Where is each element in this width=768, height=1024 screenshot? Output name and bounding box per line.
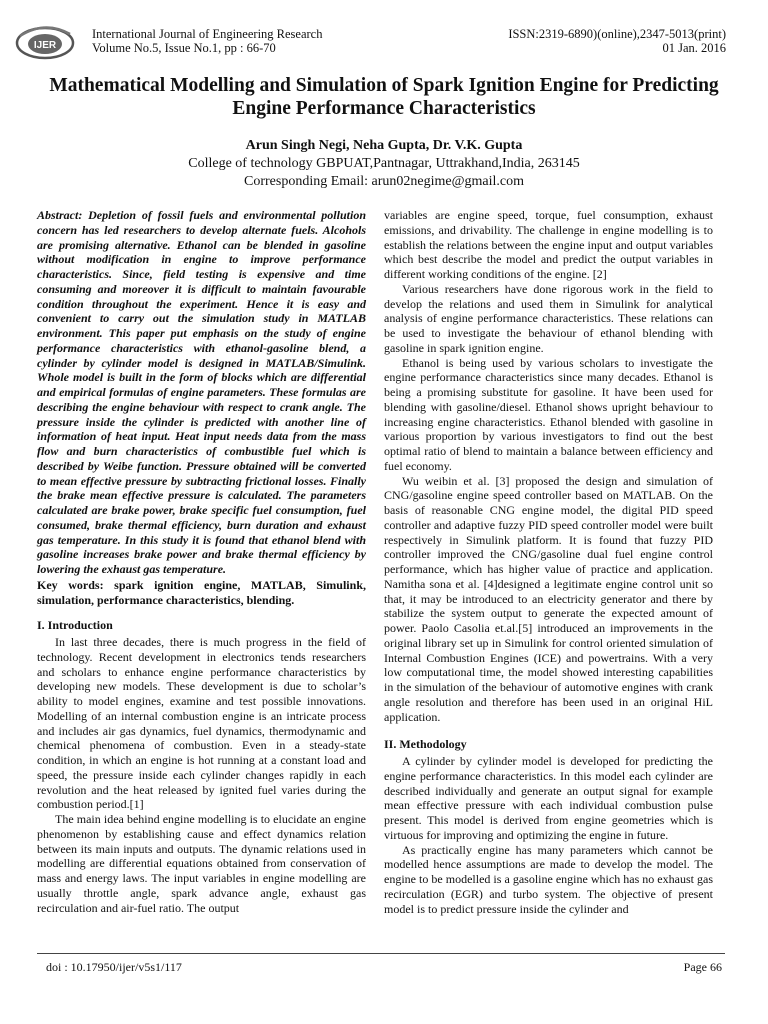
paragraph: Ethanol is being used by various scholars to investigate the engine performance characteristics since many decades. Ethanol is being a promising substitute for gasoline. It have been used for blending with gasoline/diesel. Ethanol shows upright behaviour to increasing engine characteristics. Ethanol blended with gasoline in various proportion by various investigators to find out the best optimal ratio of blend to maintain a balance between efficiency and fuel economy. <box>384 355 713 473</box>
issn: ISSN:2319-6890)(online),2347-5013(print) <box>508 27 726 41</box>
volume-issue: Volume No.5, Issue No.1, pp : 66-70 <box>92 41 276 55</box>
page-header <box>14 22 740 64</box>
paragraph: Wu weibin et al. [3] proposed the design and simulation of CNG/gasoline engine speed controller based on MATLAB. On the basis of reasonable CNG engine model, the digital PID speed controller and adaptive fuzzy PID speed controller model were built respectively in Simulink platform. It is found that fuzzy PID controller improved the CNG/gasoline dual fuel engine control performance, which has higher value of practice and application. Namitha sona et al. [4]designed a legitimate engine control unit so that, it may be introduced to an electricity generator and there by stabilize the system output to generate the expected amount of power. Paolo Casolia et.al.[5] introduced an improvements in the original library set up in Simulink for control oriented simulation of Internal Combustion Engines (ICE) and powertrains. With a very low computational time, the model showed interesting capabilities in the simulation of the behaviour of automotive engines with crank angle resolution and therefore has been used in an original HiL application. <box>384 473 713 724</box>
corresponding-email: Corresponding Email: arun02negime@gmail.com <box>244 174 524 189</box>
left-column <box>37 208 366 915</box>
issue-date: 01 Jan. 2016 <box>662 41 726 55</box>
paragraph: variables are engine speed, torque, fuel consumption, exhaust emissions, and drivability. The challenge in engine modelling is to establish the relations between the engine input and output variables which best describe the model and predict the output variables in different working conditions of the engine. [2] <box>384 208 713 281</box>
abstract-text: Abstract: Depletion of fossil fuels and environmental pollution concern has led researchers to develop alternate fuels. Alcohols are promising alternative. Ethanol can be blended in gasoline without modification in engine to improve performance characteristics. Since, field testing is expensive and time consuming and moreover it is difficult to maintain favourable condition throughout the experiment. Hence it is easy and convenient to carry out the simulation study in MATLAB environment. This paper put emphasis on the study of engine performance characteristics with ethanol-gasoline blend, a cylinder by cylinder model is designed in MATLAB/Simulink. Whole model is built in the form of blocks which are differential and empirical formulas of engine parameters. These formulas are describing the engine behaviour with respect to crank angle. The pressure inside the cylinder is predicted with another line of information of heat input. Heat input needs data from the mass flow and burn characteristics of combustible fuel which is described by Weibe function. Pressure obtained will be converted to mean effective pressure by subtracting frictional losses. Finally the brake mean effective pressure is calculated. The parameters calculated are brake power, brake specific fuel consumption, fuel consumed, brake thermal efficiency, burn duration and exhaust gas temperature. In this study it is found that ethanol blend with gasoline increases brake power and brake thermal efficiency by lowering the exhaust gas temperature. <box>37 208 366 576</box>
section-heading-methodology: II. Methodology <box>384 737 467 752</box>
abstract <box>37 208 366 577</box>
journal-logo <box>14 22 76 62</box>
author-block <box>40 137 728 191</box>
author-names: Arun Singh Negi, Neha Gupta, Dr. V.K. Gupta <box>245 138 523 153</box>
journal-name: International Journal of Engineering Research <box>92 27 323 41</box>
affiliation: College of technology GBPUAT,Pantnagar, Uttrakhand,India, 263145 <box>188 156 580 171</box>
paragraph: Various researchers have done rigorous work in the field to develop the relations and used them in Simulink for analytical analysis of engine performance characteristics. These relations can be used to investigate the behaviour of ethanol blending with gasoline in spark ignition engine. <box>384 281 713 355</box>
right-column <box>384 208 713 916</box>
keywords: Key words: spark ignition engine, MATLAB, Simulink, simulation, performance characteristics, blending. <box>37 577 366 607</box>
paragraph: A cylinder by cylinder model is developed for predicting the engine performance characteristics. In this model each cylinder are described individually and generate an output signal for example mean effective pressure with each individual combustion pulse present. This model is derived from engine geometries which is virtuous for improving and optimizing the engine in future. <box>384 754 713 842</box>
doi: doi : 10.17950/ijer/v5s1/117 <box>46 960 182 974</box>
logo-text: IJER <box>33 40 57 51</box>
paragraph: The main idea behind engine modelling is to elucidate an engine phenomenon by establishing cause and effect dynamics relation between its main inputs and outputs. The dynamic relations used in modelling are differential equations obtained from conservation of mass and energy laws. The input variables in engine modelling are usually throttle angle, spark advance angle, exhaust gas recirculation and air-fuel ratio. The output <box>37 812 366 915</box>
paragraph: As practically engine has many parameters which cannot be modelled hence assumptions are made to develop the model. The engine to be modelled is a gasoline engine which has no exhaust gas recirculation (EGR) and turbo system. The objective of present model is to predict pressure inside the cylinder and <box>384 842 713 916</box>
journal-info <box>92 27 322 55</box>
footer-divider <box>37 953 725 954</box>
issn-info <box>508 27 726 55</box>
page-number: Page 66 <box>683 960 722 974</box>
paper-title: Mathematical Modelling and Simulation of Spark Ignition Engine for Predicting Engine Performance Characteristics <box>49 75 719 119</box>
section-heading-introduction: I. Introduction <box>37 618 113 633</box>
paragraph: In last three decades, there is much progress in the field of technology. Recent development in electronics tends researchers and scholars to enhance engine performance characteristics by developing new models. These development is due to scholar’s ability to model engines, examine and test possible innovations. Modelling of an internal combustion engine is an intricate process and includes air gas dynamics, fuel dynamics, thermodynamic and chemical phenomena of combustion. Even in a steady-state condition, in which an engine is hot running at a constant load and speed, the pressure inside each cylinder changes rapidly in each revolution and the heat released by ignited fuel varies during the combustion period.[1] <box>37 635 366 812</box>
